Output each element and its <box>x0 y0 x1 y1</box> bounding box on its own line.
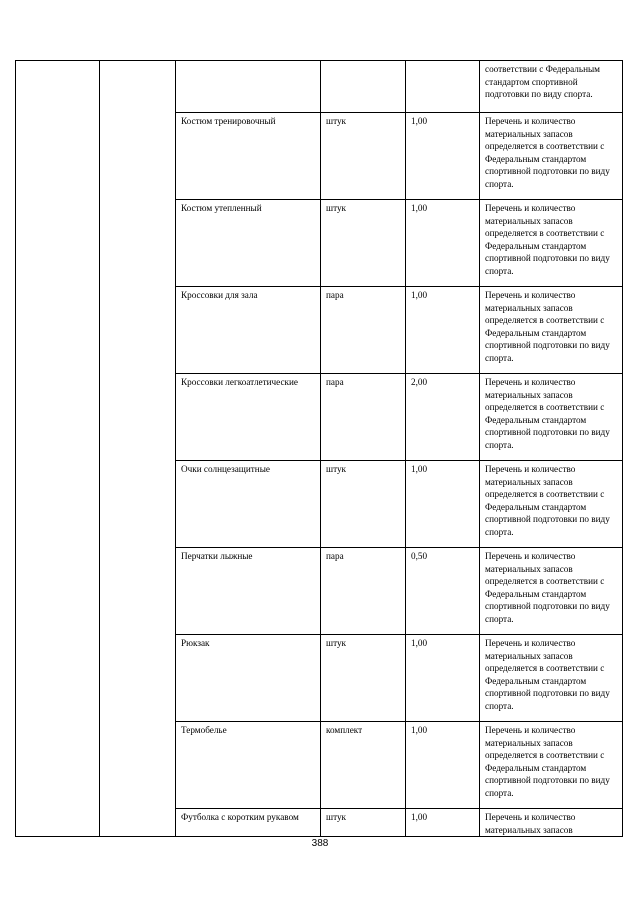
cell-name: Кроссовки для зала <box>176 287 321 374</box>
cell-note: Перечень и количество материальных запасов <box>480 809 623 837</box>
cell-note: Перечень и количество материальных запасов определяется в соответствии с Федеральным стандартом спортивной подготовки по виду спорта. <box>480 374 623 461</box>
cell-quantity: 0,50 <box>406 548 480 635</box>
cell-unit: штук <box>321 200 406 287</box>
cell-note: Перечень и количество материальных запасов определяется в соответствии с Федеральным стандартом спортивной подготовки по виду спорта. <box>480 200 623 287</box>
materials-table <box>15 60 623 837</box>
cell-unit: штук <box>321 635 406 722</box>
cell-name: Костюм тренировочный <box>176 113 321 200</box>
cell-merged-col-1 <box>16 61 100 837</box>
cell-name: Очки солнцезащитные <box>176 461 321 548</box>
cell-name: Футболка с коротким рукавом <box>176 809 321 837</box>
cell-unit: штук <box>321 461 406 548</box>
cell-merged-col-2 <box>100 61 176 837</box>
cell-note: Перечень и количество материальных запасов определяется в соответствии с Федеральным стандартом спортивной подготовки по виду спорта. <box>480 635 623 722</box>
cell-unit: пара <box>321 287 406 374</box>
cell-quantity: 2,00 <box>406 374 480 461</box>
page-number: 388 <box>311 838 329 849</box>
cell-quantity: 1,00 <box>406 809 480 837</box>
cell-name: Костюм утепленный <box>176 200 321 287</box>
cell-unit: штук <box>321 113 406 200</box>
cell-quantity <box>406 61 480 113</box>
cell-quantity: 1,00 <box>406 200 480 287</box>
cell-unit <box>321 61 406 113</box>
cell-note: Перечень и количество материальных запасов определяется в соответствии с Федеральным стандартом спортивной подготовки по виду спорта. <box>480 461 623 548</box>
document-page <box>15 60 622 837</box>
cell-note: Перечень и количество материальных запасов определяется в соответствии с Федеральным стандартом спортивной подготовки по виду спорта. <box>480 287 623 374</box>
cell-note: Перечень и количество материальных запасов определяется в соответствии с Федеральным стандартом спортивной подготовки по виду спорта. <box>480 113 623 200</box>
table-row-continued <box>16 61 623 113</box>
cell-unit: штук <box>321 809 406 837</box>
cell-name: Кроссовки легкоатлетические <box>176 374 321 461</box>
cell-note: Перечень и количество материальных запасов определяется в соответствии с Федеральным стандартом спортивной подготовки по виду спорта. <box>480 722 623 809</box>
materials-table-body <box>16 61 623 837</box>
cell-unit: комплект <box>321 722 406 809</box>
cell-quantity: 1,00 <box>406 113 480 200</box>
cell-note: Перечень и количество материальных запасов определяется в соответствии с Федеральным стандартом спортивной подготовки по виду спорта. <box>480 548 623 635</box>
cell-quantity: 1,00 <box>406 635 480 722</box>
cell-quantity: 1,00 <box>406 722 480 809</box>
cell-name: Рюкзак <box>176 635 321 722</box>
cell-name: Перчатки лыжные <box>176 548 321 635</box>
cell-note: соответствии с Федеральным стандартом спортивной подготовки по виду спорта. <box>480 61 623 113</box>
cell-unit: пара <box>321 548 406 635</box>
cell-name <box>176 61 321 113</box>
cell-name: Термобелье <box>176 722 321 809</box>
cell-quantity: 1,00 <box>406 287 480 374</box>
cell-unit: пара <box>321 374 406 461</box>
cell-quantity: 1,00 <box>406 461 480 548</box>
